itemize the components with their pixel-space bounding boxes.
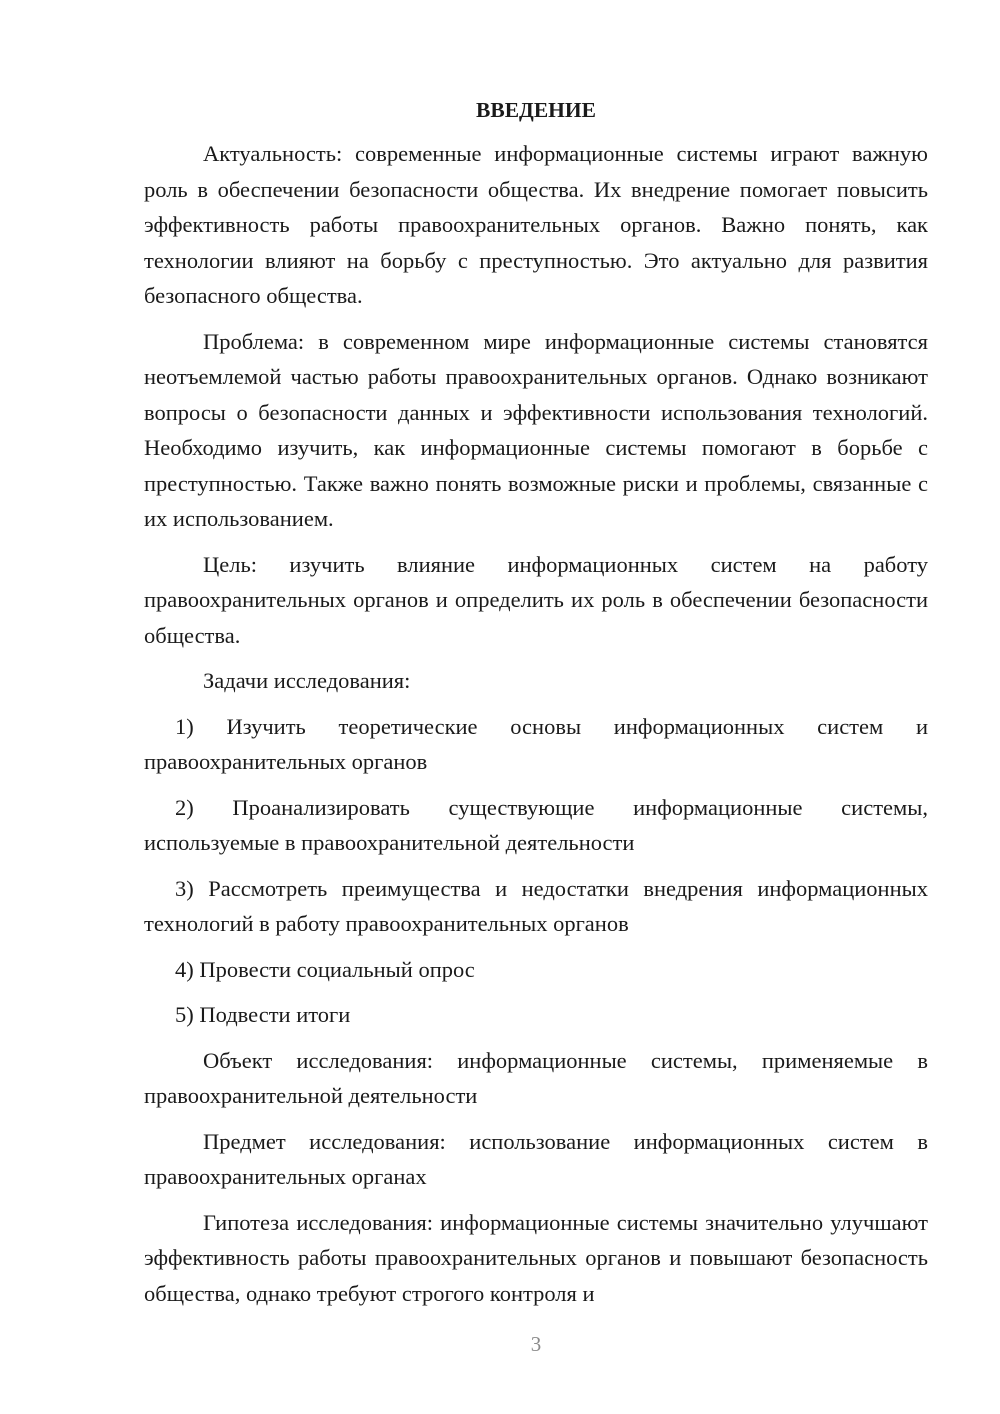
relevance-paragraph: Актуальность: современные информационные системы играют важную роль в обеспечении безопасности общества. Их внедрение помогает повысить эффективность работы правоохранительных органов. Важно понять, как технологии влияют на борьбу с преступностью. Это актуально для развития безопасного общества. [144, 141, 928, 308]
page-number: 3 [530, 1332, 542, 1356]
task-item-3: 3) Рассмотреть преимущества и недостатки внедрения информационных технологий в работу правоохранительных органов [144, 875, 928, 936]
tasks-heading: Задачи исследования: [203, 668, 411, 693]
problem-paragraph: Проблема: в современном мире информационные системы становятся неотъемлемой частью работы правоохранительных органов. Однако возникают вопросы о безопасности данных и эффективности использования технологий. Необходимо изучить, как информационные системы помогают в борьбе с преступностью. Также важно понять возможные риски и проблемы, связанные с их использованием. [144, 328, 928, 531]
subject-paragraph: Предмет исследования: использование информационных систем в правоохранительных органах [144, 1128, 928, 1189]
task-item-4: 4) Провести социальный опрос [175, 956, 475, 982]
task-item-5: 5) Подвести итоги [175, 1002, 351, 1027]
document-page [144, 92, 928, 1321]
object-paragraph: Объект исследования: информационные системы, применяемые в правоохранительной деятельности [144, 1047, 928, 1108]
section-title: ВВЕДЕНИЕ [476, 98, 596, 122]
hypothesis-paragraph: Гипотеза исследования: информационные системы значительно улучшают эффективность работы правоохранительных органов и повышают безопасность общества, однако требуют строгого контроля и [144, 1209, 928, 1306]
task-item-1: 1) Изучить теоретические основы информационных систем и правоохранительных органов [144, 713, 928, 774]
goal-paragraph: Цель: изучить влияние информационных систем на работу правоохранительных органов и определить их роль в обеспечении безопасности общества. [144, 551, 928, 648]
task-item-2: 2) Проанализировать существующие информационные системы, используемые в правоохранительной деятельности [144, 794, 928, 855]
